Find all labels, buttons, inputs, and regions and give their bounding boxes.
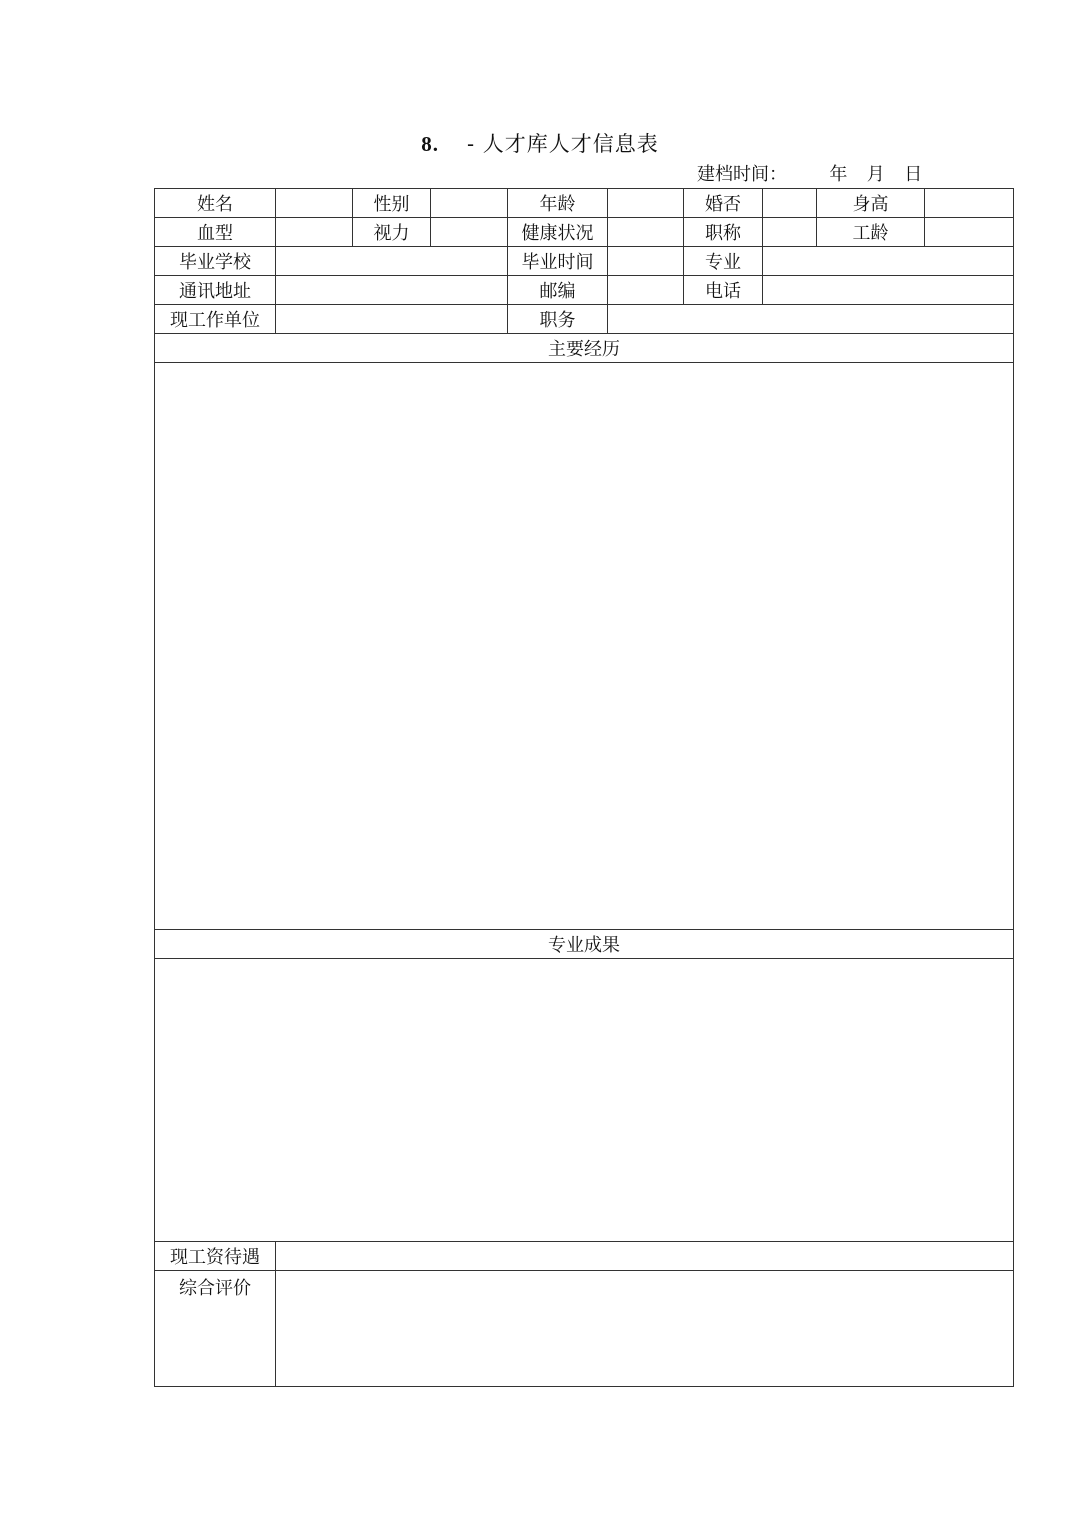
major-field[interactable] — [763, 247, 1014, 276]
position-field[interactable] — [608, 305, 1014, 334]
health-field[interactable] — [608, 218, 684, 247]
achievements-field[interactable] — [155, 959, 1014, 1242]
postcode-field[interactable] — [608, 276, 684, 305]
vision-field[interactable] — [431, 218, 508, 247]
evaluation-field[interactable] — [276, 1271, 1014, 1387]
gender-label: 性别 — [353, 189, 431, 218]
month-label: 月 — [866, 164, 885, 185]
address-label: 通讯地址 — [155, 276, 276, 305]
gender-field[interactable] — [431, 189, 508, 218]
name-field[interactable] — [276, 189, 353, 218]
school-label: 毕业学校 — [155, 247, 276, 276]
table-row — [155, 247, 1014, 276]
position-label: 职务 — [508, 305, 608, 334]
table-row — [155, 218, 1014, 247]
blood-type-label: 血型 — [155, 218, 276, 247]
vision-label: 视力 — [353, 218, 431, 247]
phone-label: 电话 — [684, 276, 763, 305]
grad-time-field[interactable] — [608, 247, 684, 276]
talent-info-table — [154, 188, 1014, 1387]
address-field[interactable] — [276, 276, 508, 305]
achievements-heading: 专业成果 — [155, 930, 1014, 959]
archive-date-label: 建档时间： — [697, 164, 787, 185]
height-label: 身高 — [817, 189, 925, 218]
name-label: 姓名 — [155, 189, 276, 218]
day-label: 日 — [904, 164, 923, 185]
page-title — [0, 128, 1080, 158]
blood-type-field[interactable] — [276, 218, 353, 247]
job-title-field[interactable] — [763, 218, 817, 247]
year-label: 年 — [829, 164, 848, 185]
table-row — [155, 276, 1014, 305]
job-title-label: 职称 — [684, 218, 763, 247]
table-row — [155, 189, 1014, 218]
title-text: - 人才库人才信息表 — [466, 132, 659, 156]
grad-time-label: 毕业时间 — [508, 247, 608, 276]
table-row — [155, 334, 1014, 363]
marital-label: 婚否 — [684, 189, 763, 218]
title-number: 8. — [421, 132, 439, 156]
table-row — [155, 959, 1014, 1242]
school-field[interactable] — [276, 247, 508, 276]
major-label: 专业 — [684, 247, 763, 276]
table-row — [155, 1271, 1014, 1387]
experience-field[interactable] — [155, 363, 1014, 930]
seniority-label: 工龄 — [817, 218, 925, 247]
table-row — [155, 1242, 1014, 1271]
archive-date-line — [697, 160, 930, 186]
salary-label: 现工资待遇 — [155, 1242, 276, 1271]
evaluation-label: 综合评价 — [155, 1271, 276, 1387]
table-row — [155, 363, 1014, 930]
age-field[interactable] — [608, 189, 684, 218]
employer-field[interactable] — [276, 305, 508, 334]
phone-field[interactable] — [763, 276, 1014, 305]
seniority-field[interactable] — [925, 218, 1014, 247]
table-row — [155, 930, 1014, 959]
age-label: 年龄 — [508, 189, 608, 218]
table-row — [155, 305, 1014, 334]
employer-label: 现工作单位 — [155, 305, 276, 334]
postcode-label: 邮编 — [508, 276, 608, 305]
health-label: 健康状况 — [508, 218, 608, 247]
salary-field[interactable] — [276, 1242, 1014, 1271]
marital-field[interactable] — [763, 189, 817, 218]
height-field[interactable] — [925, 189, 1014, 218]
experience-heading: 主要经历 — [155, 334, 1014, 363]
